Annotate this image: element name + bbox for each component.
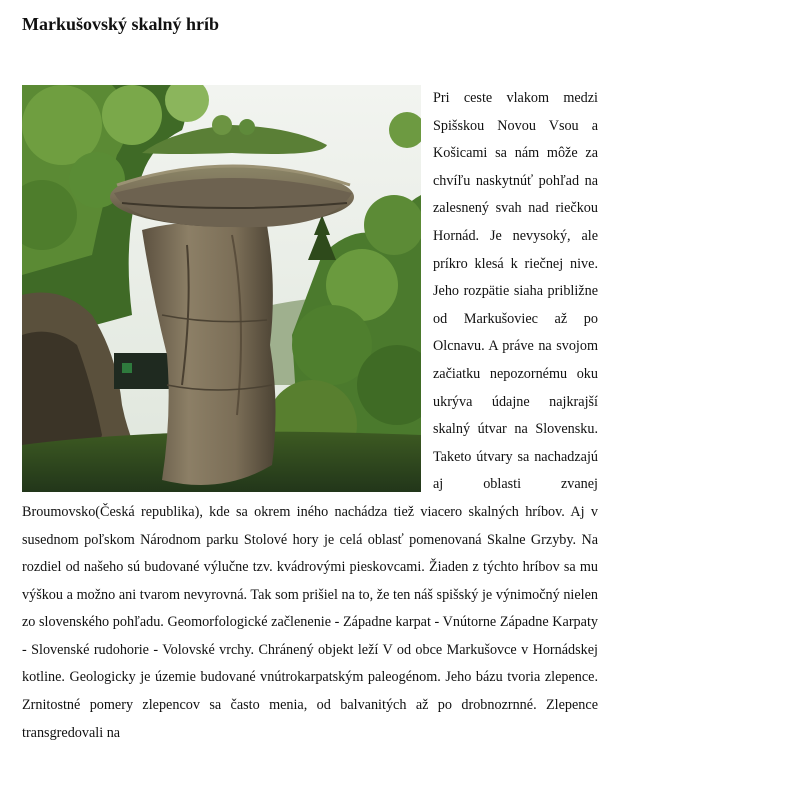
article-text: Pri ceste vlakom medzi Spišskou Novou Vsou a Košicami sa nám môže za chvíľu naskytnúť pohľad na zalesnený svah nad riečkou Hornád. Je nevysoký, ale príkro klesá k riečnej nive. Jeho rozpätie siaha približne od Markušoviec až po Olcnavu. A práve na svojom začiatku nepozornému oku ukrýva údajne najkrajší skalný útvar na Slovensku. Taketo útvary sa nachadzajú aj oblasti zvanej Broumovsko(Česká republika), kde sa okrem iného nachádza tiež viacero skalných hríbov. Aj v susednom poľskom Národnom parku Stolové hory je celá oblasť pomenovaná Skalne Grzyby. Na rozdiel od našeho sú budované výlučne tzv. kvádrovými pieskovcami. Žiaden z týchto hríbov sa mu výškou a možno ani tvarom nevyrovná. Tak som prišiel na to, že ten náš spišský je výnimočný nielen zo slovenského pohľadu. Geomorfologické začlenenie - Západne karpat - Vnútorne Západne Karpaty - Slovenské rudohorie - Volovské vrchy. Chránený objekt leží V od obce Markušovce v Hornádskej kotline. Geologicky je územie budované vnútrokarpatským paleogénom. Jeho bázu tvoria zlepence. Zrnitostné pomery zlepencov sa často menia, od balvanitých až po drobnozrnné. Zlepence transgredovali na xyxy=(22,90,598,741)
mushroom-rock-photo xyxy=(22,85,421,492)
page-title: Markušovský skalný hríb xyxy=(22,14,220,34)
page-content xyxy=(22,0,598,747)
article-body xyxy=(22,85,598,747)
